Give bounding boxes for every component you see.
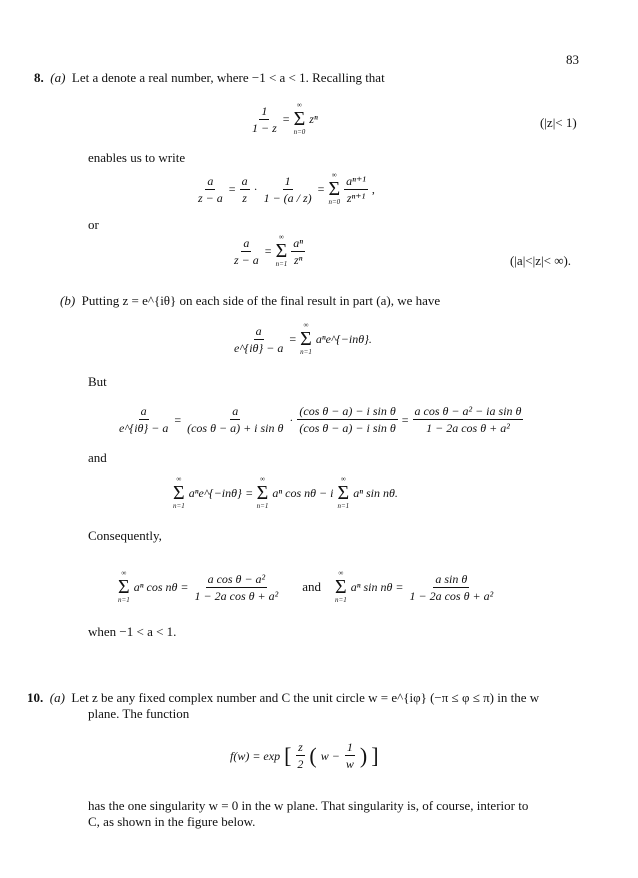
equation-geometric-series: $\frac{1}{1 - z}$ = ∞ Σ n=0 zⁿ <box>252 101 318 136</box>
paragraph-text: Consequently, <box>88 528 162 543</box>
paragraph-text: enables us to write <box>88 150 186 165</box>
part-label: (b) <box>60 293 76 308</box>
problem-number: 8. <box>34 70 44 85</box>
equation-exp-function: f(w) = exp [ $\frac{z}{2}$ ( w − $\frac{1}{w}$ ) ] <box>230 740 379 771</box>
equation-result-a: $\frac{a}{z - a}$ = ∞ Σ n=1 $\frac{\text{aⁿ}}{\text{zⁿ}}$ <box>234 233 304 268</box>
equation-expansion: $\frac{a}{z - a}$ = $\frac{a}{z}$ · $\frac{1}{1 - (a / z)}$ = ∞ Σ n=0 $\frac{\text{aⁿ⁺¹}}{\text{zⁿ⁺¹}}$ , <box>198 171 375 206</box>
equation-substitution: $\frac{a}{e\^{}\{i\theta\} - a}$ = ∞ Σ n=1 aⁿe^{−inθ}. <box>234 321 372 356</box>
paragraph-text: when −1 < a < 1. <box>88 624 177 639</box>
part-label: (a) <box>50 70 66 85</box>
equation-rationalize: $\frac{a}{e\^{}\{i\theta\} - a}$ = $\frac{a}{\text{(cos θ − a) + i sin θ}}$ · $\frac{\text{(cos θ − a) − i sin θ}}{\text{(cos θ − a) − i sin θ}}$ = $\frac{\text{a cos θ − a² − ia sin θ}}{\text{1 − 2a cos θ + a²}}$ <box>119 404 522 435</box>
paragraph-text: C, as shown in the figure below. <box>88 814 256 829</box>
paragraph-text: Let z be any fixed complex number and C the unit circle w = e^{iφ} (−π ≤ φ ≤ π) in the w <box>71 690 540 705</box>
condition: (|z|< 1) <box>540 115 577 130</box>
equation-final-results: ∞ Σ n=1 aⁿ cos nθ = $\frac{\text{a cos θ − a²}}{\text{1 − 2a cos θ + a²}}$ and ∞ Σ n=1 aⁿ sin nθ = $\frac{\text{a sin θ}}{\text{1 − 2a cos θ + a²}}$ <box>118 569 494 604</box>
problem-number: 10. <box>27 690 44 705</box>
paragraph-text: Putting z = e^{iθ} on each side of the final result in part (a), we have <box>81 293 441 308</box>
problem-10-line <box>27 690 539 706</box>
paragraph-text: and <box>88 450 107 465</box>
paragraph-text: plane. The function <box>88 706 190 721</box>
condition: (|a|<|z|< ∞). <box>510 253 572 268</box>
paragraph-text: Let a denote a real number, where −1 < a < 1. Recalling that <box>71 70 385 85</box>
problem-8-line <box>34 70 385 86</box>
paragraph-text: has the one singularity w = 0 in the w plane. That singularity is, of course, interior to <box>88 798 529 813</box>
paragraph-text: But <box>88 374 107 389</box>
equation-series-split: ∞ Σ n=1 aⁿe^{−inθ} = ∞ Σ n=1 aⁿ cos nθ − i ∞ Σ n=1 aⁿ sin nθ. <box>173 475 398 510</box>
page-number: 83 <box>566 52 579 67</box>
part-label: (a) <box>49 690 65 705</box>
part-b-line <box>60 293 440 309</box>
paragraph-text: or <box>88 217 99 232</box>
